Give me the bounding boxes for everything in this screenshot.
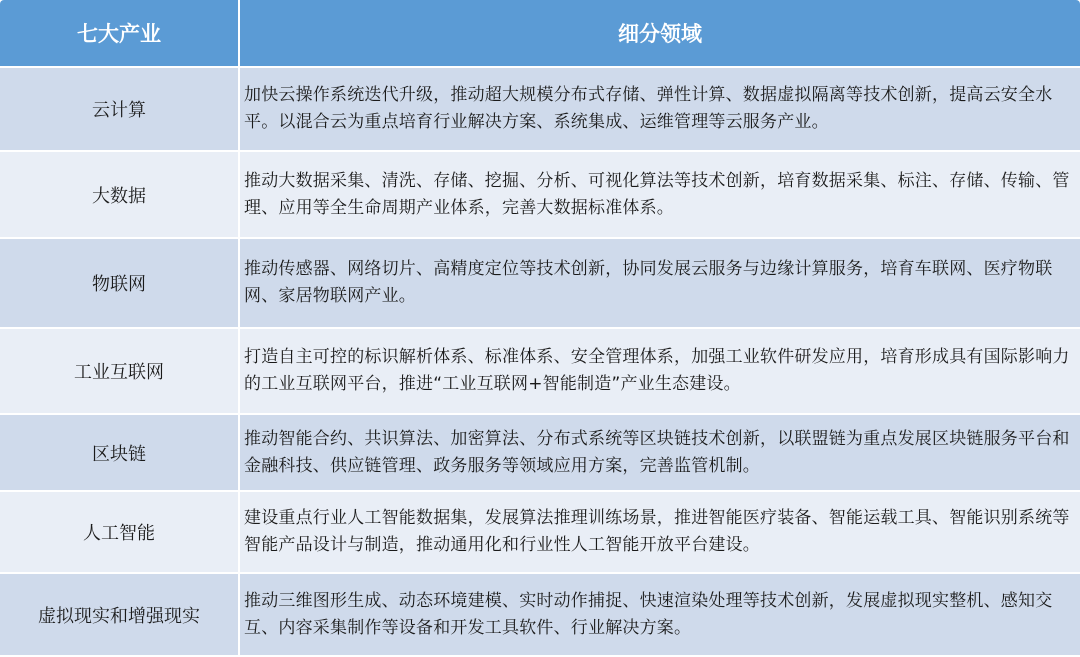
industry-description: 推动三维图形生成、动态环境建模、实时动作捕捉、快速渲染处理等技术创新，发展虚拟现实整机、感知交互、内容采集制作等设备和开发工具软件、行业解决方案。 <box>240 574 1080 657</box>
industry-description: 建设重点行业人工智能数据集，发展算法推理训练场景，推进智能医疗装备、智能运载工具、智能识别系统等智能产品设计与制造，推动通用化和行业性人工智能开放平台建设。 <box>240 492 1080 574</box>
industry-name: 物联网 <box>0 239 240 329</box>
industry-name: 区块链 <box>0 415 240 492</box>
industry-description: 推动大数据采集、清洗、存储、挖掘、分析、可视化算法等技术创新，培育数据采集、标注、存储、传输、管理、应用等全生命周期产业体系，完善大数据标准体系。 <box>240 152 1080 239</box>
industry-description: 推动智能合约、共识算法、加密算法、分布式系统等区块链技术创新，以联盟链为重点发展区块链服务平台和金融科技、供应链管理、政务服务等领域应用方案，完善监管机制。 <box>240 415 1080 492</box>
industry-description: 推动传感器、网络切片、高精度定位等技术创新，协同发展云服务与边缘计算服务，培育车联网、医疗物联网、家居物联网产业。 <box>240 239 1080 329</box>
industry-description: 加快云操作系统迭代升级，推动超大规模分布式存储、弹性计算、数据虚拟隔离等技术创新，提高云安全水平。以混合云为重点培育行业解决方案、系统集成、运维管理等云服务产业。 <box>240 68 1080 152</box>
header-subfield: 细分领域 <box>240 0 1080 68</box>
industry-name: 人工智能 <box>0 492 240 574</box>
industry-name: 工业互联网 <box>0 329 240 415</box>
industry-name: 大数据 <box>0 152 240 239</box>
industry-name: 云计算 <box>0 68 240 152</box>
industry-name: 虚拟现实和增强现实 <box>0 574 240 657</box>
header-industry: 七大产业 <box>0 0 240 68</box>
industry-description: 打造自主可控的标识解析体系、标准体系、安全管理体系，加强工业软件研发应用，培育形成具有国际影响力的工业互联网平台，推进“工业互联网+智能制造”产业生态建设。 <box>240 329 1080 415</box>
